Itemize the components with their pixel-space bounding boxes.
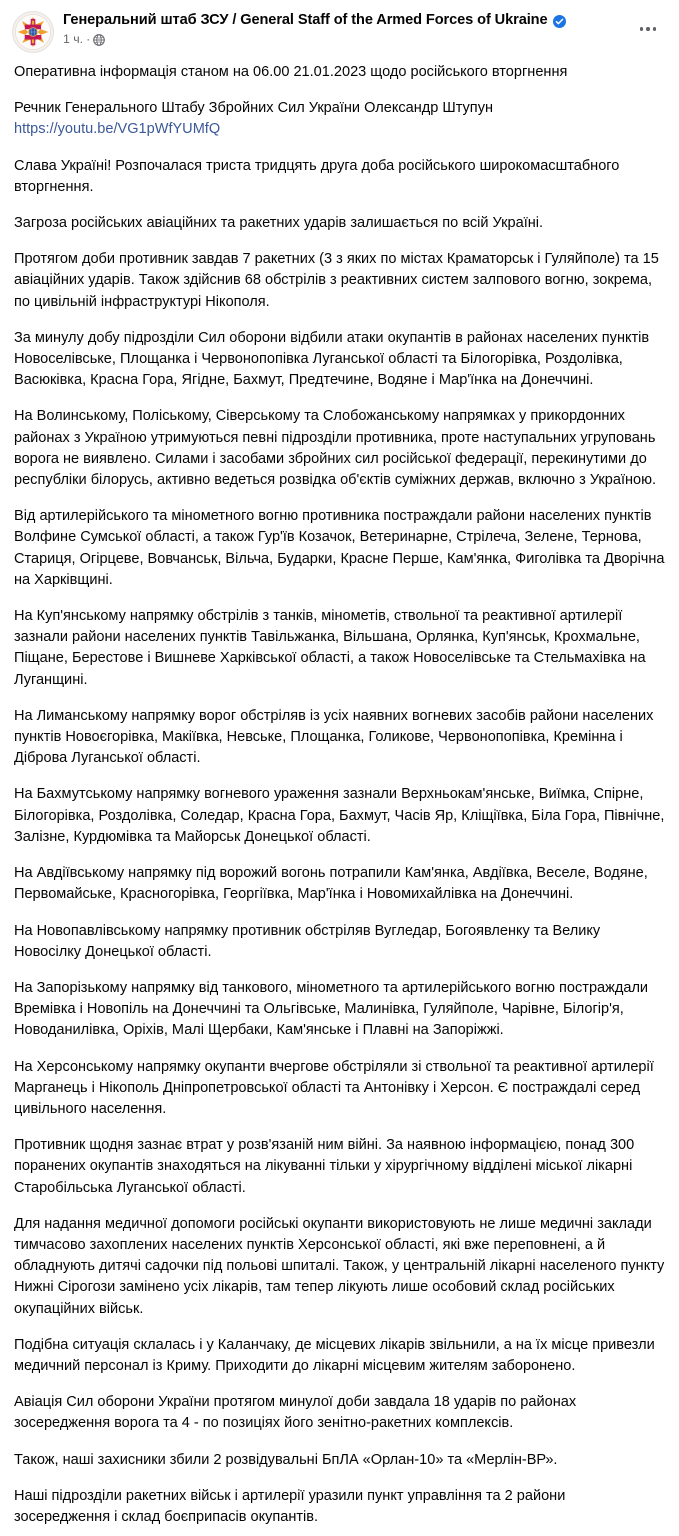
post-paragraph-title: Оперативна інформація станом на 06.00 21.01.2023 щодо російського вторгнення [14,64,568,80]
avatar[interactable] [12,11,54,53]
post-paragraph-strikes: Протягом доби противник завдав 7 ракетних (3 з яких по містах Краматорськ і Гуляйполе) та 15 авіаційних ударів. Також здійснив 68 обстрілів з реактивних систем залпового вогню, зокрема, по цивільній інфраструктурі Нікополя. [14,251,659,310]
post-paragraph-repelled: За минулу добу підрозділи Сил оборони відбили атаки окупантів в районах населених пунктів Новоселівське, Площанка і Червонопопівка Луганської області та Білогорівка, Роздолівка, Васюківка, Красна Гора, Ягідне, Бахмут, Предтечине, Водяне і Мар'їнка на Донеччині. [14,329,650,389]
post-meta-row [63,32,667,46]
post-paragraph-bakhmut: На Бахмутському напрямку вогневого ураження зазнали Верхньокам'янське, Виїмка, Спірне, Білогорівка, Роздолівка, Соледар, Красна Гора, Бахмут, Часів Яр, Кліщіївка, Біла Гора, Північне, Залізне, Курдюмівка та Майорськ Донецької області. [14,786,665,845]
post-header-text [63,10,667,46]
verified-badge-icon [553,15,566,28]
post-paragraph-lyman: На Лиманському напрямку ворог обстріляв із усіх наявних вогневих засобів райони населених пунктів Новоєгорівка, Макіївка, Невське, Площанка, Голикове, Червонопопівка, Кремінна і Діброва Луганської області. [14,707,654,767]
post-more-options-button[interactable] [633,14,663,44]
post-paragraph-spokesman: Речник Генерального Штабу Збройних Сил України Олександр Штупун [14,100,493,117]
post-paragraph-kherson: На Херсонському напрямку окупанти вчергове обстріляли зі ствольної та реактивної артилерії Марганець і Нікополь Дніпропетровської області та Антонівку і Херсон. Є постраждалі серед цивільного населення. [14,1058,654,1117]
post-paragraph-kupyansk: На Куп'янському напрямку обстрілів з танків, мінометів, ствольної та реактивної артилерії зазнали райони населених пунктів Тавільжанка, Вільшана, Орлянка, Куп'янськ, Крохмальне, Піщане, Берестове і Вишневе Харківської області, а також Новоселівське та Стельмахівка на Луганщині. [14,608,646,688]
post-paragraph-glory: Слава Україні! Розпочалася триста тридцять друга доба російського широкомасштабного вторгнення. [14,157,620,195]
post-paragraph-zaporizhzhia: На Запорізькому напрямку від танкового, мінометного та артилерійського вогню постраждали Времівка і Новопіль на Донеччині та Ольгівське, Малинівка, Гуляйполе, Чарівне, Білогір'я, Новоданилівка, Оріхів, Малі Щербаки, Кам'янське і Плавні на Запоріжжі. [14,979,649,1039]
ellipsis-icon [640,27,657,31]
post-paragraph-north: На Волинському, Поліському, Сіверському та Слобожанському напрямках у прикордонних районах з Україною утримуються певні підрозділи противника, проте наступальних угруповань ворога не виявлено. Силами і засобами збройних сил російської федерації, перекинутими до республіки білорусь, активно ведеться розвідка об'єктів суміжних держав, включно з Україною. [14,408,657,489]
post-paragraph-avdiivka: На Авдіївському напрямку під ворожий вогонь потрапили Кам'янка, Авдіївка, Веселе, Водяне, Первомайське, Красногорівка, Георгіївка, Мар'їнка і Новомихайлівка на Донеччині. [14,865,648,903]
post-paragraph-uav: Також, наші захисники збили 2 розвідувальні БпЛА «Орлан-10» та «Мерлін-ВР». [14,1451,558,1468]
post-paragraph-artillery-sumy: Від артилерійського та мінометного вогню противника постраждали райони населених пунктів Волфине Сумської області, а також Гур'їв Козачок, Ветеринарне, Стрілеча, Зелене, Тернова, Стариця, Огірцеве, Вовчанськ, Вільча, Бударки, Красне Перше, Кам'янка, Фиголівка та Дворічна на Харківщині. [14,508,665,588]
post-body [0,57,679,1536]
post-paragraph-losses: Противник щодня зазнає втрат у розв'язаній ним війні. За наявною інформацією, понад 300 поранених окупантів знаходяться на лікуванні тільки у хірургічному відділені міської лікарні Старобільська Луганської області. [14,1137,635,1196]
post-paragraph-kalanchak: Подібна ситуація склалась і у Каланчаку, де місцевих лікарів звільнили, а на їх місце привезли медичний персонал із Криму. Приходити до лікарні місцевим жителям заборонено. [14,1336,655,1374]
post-paragraph-rocket-forces: Наші підрозділи ракетних військ і артилерії уразили пункт управління та 2 райони зосередження і склад боєприпасів окупантів. [14,1487,566,1525]
post-paragraph-aviation: Авіація Сил оборони України протягом минулої доби завдала 18 ударів по районах зосередження ворога та 4 - по позиціях його зенітно-ракетних комплексів. [14,1394,577,1432]
post-paragraph-novopavlivka: На Новопавлівському напрямку противник обстріляв Вугледар, Богоявленку та Велику Новосілку Донецької області. [14,922,601,960]
page-name-row [63,11,667,29]
post-paragraph-link [14,119,665,140]
post-header [0,0,679,57]
page-name[interactable]: Генеральний штаб ЗСУ / General Staff of the Armed Forces of Ukraine [63,12,548,28]
globe-icon[interactable] [93,34,105,46]
post-paragraph-threat: Загроза російських авіаційних та ракетних ударів залишається по всій Україні. [14,215,544,232]
meta-separator: · [86,32,91,46]
post-paragraph-medical: Для надання медичної допомоги російські окупанти використовують не лише медичні заклади тимчасово захоплених населених пунктів Херсонської області, які вже переповнені, а й обладнують дитячі садочки під польові шпиталі. Також, у центральній лікарні населеного пункту Нижні Сірогози замінено усіх лікарів, там тепер лікують лише особовий склад російських окупаційних військ. [14,1215,665,1317]
post-timestamp[interactable]: 1 ч. [63,32,84,46]
youtube-link[interactable]: https://youtu.be/VG1pWfYUMfQ [14,121,221,138]
